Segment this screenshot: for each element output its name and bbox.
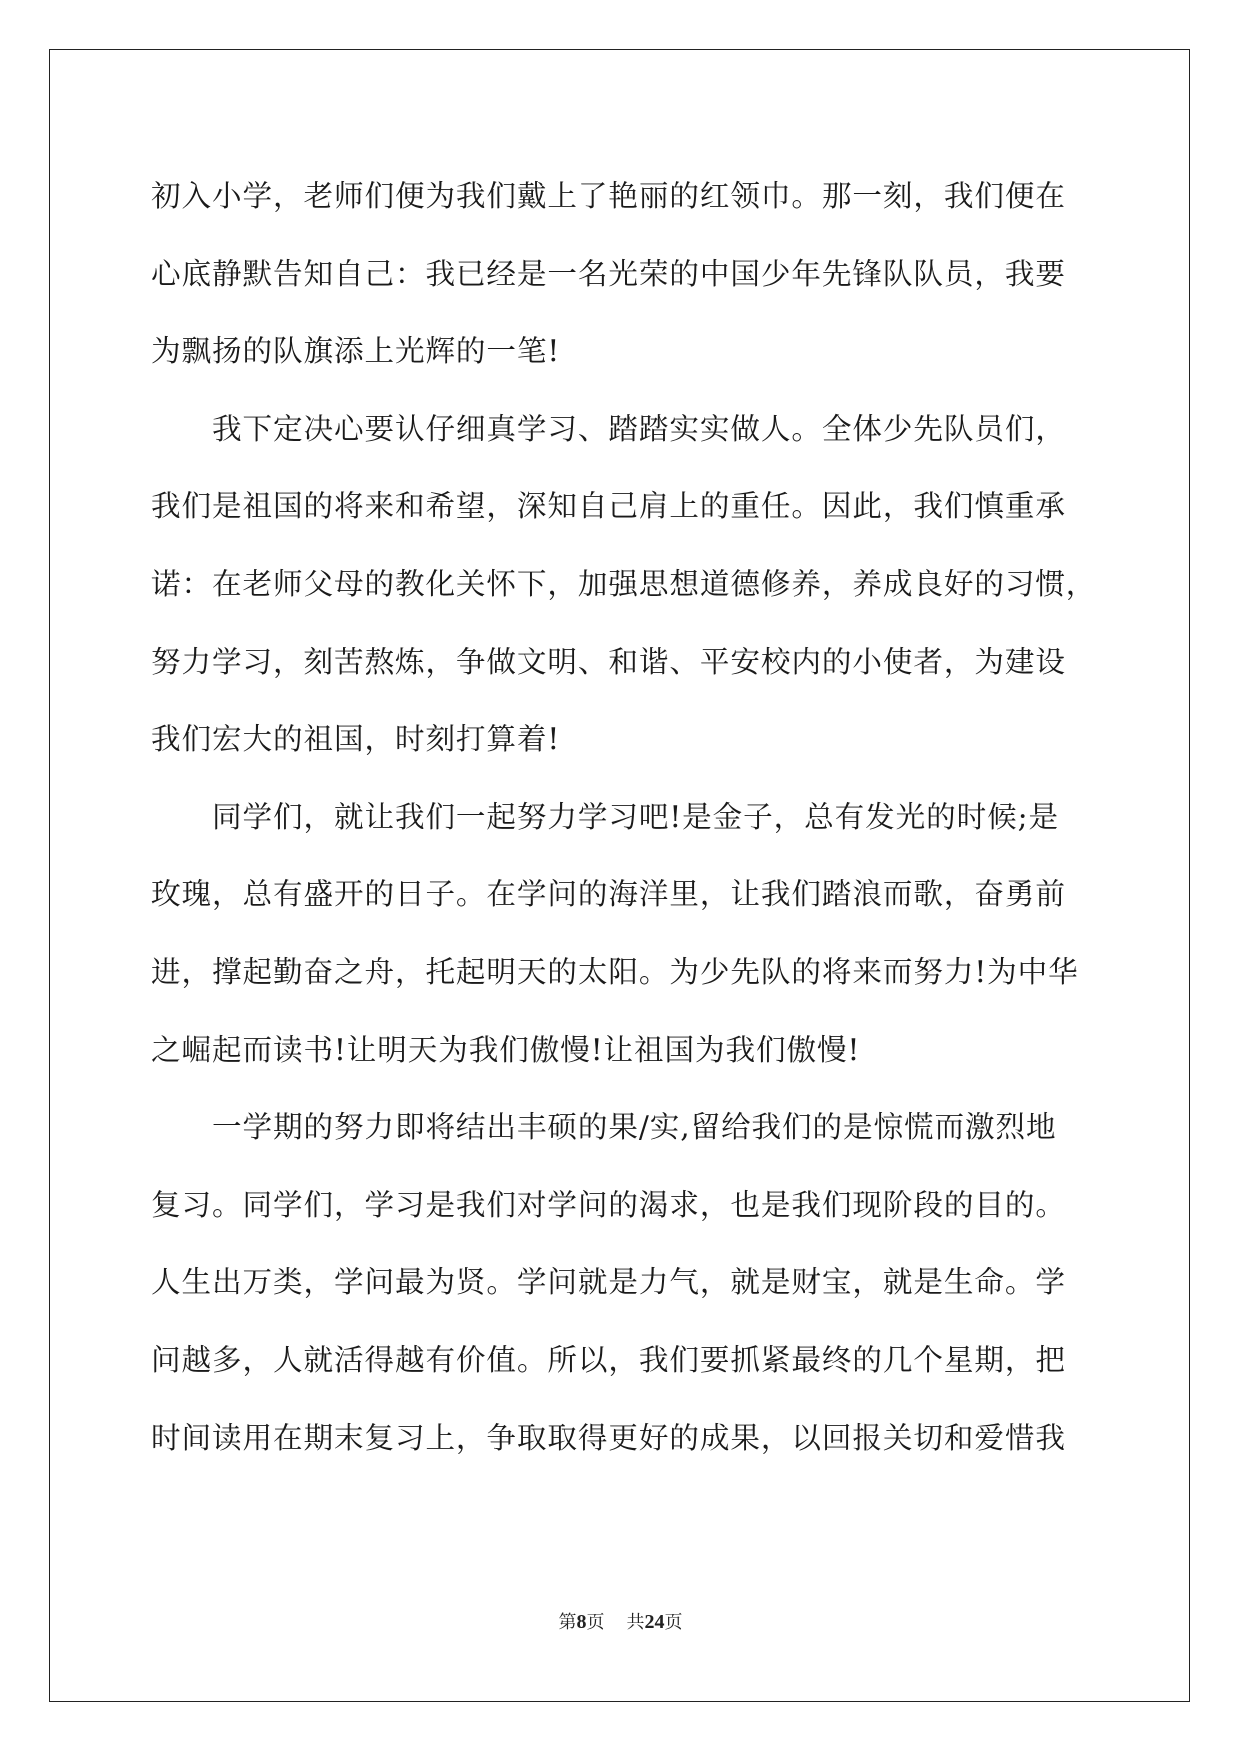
document-body <box>151 158 1097 1477</box>
text-line: 为飘扬的队旗添上光辉的一笔! <box>151 334 561 369</box>
text-line: 努力学习，刻苦熬炼，争做文明、和谐、平安校内的小使者，为建设 <box>151 644 1066 679</box>
text-line: 我下定决心要认仔细真学习、踏踏实实做人。全体少先队员们， <box>151 411 1066 446</box>
text-line: 初入小学，老师们便为我们戴上了艳丽的红领巾。那一刻，我们便在 <box>151 179 1066 213</box>
total-pages: 24 <box>644 1611 665 1633</box>
page-number: 8 <box>576 1611 587 1633</box>
text-line: 我们是祖国的将来和希望，深知自己肩上的重任。因此，我们慎重承 <box>151 489 1066 524</box>
page-suffix: 页 <box>586 1612 605 1633</box>
text-line: 诺：在老师父母的教化关怀下，加强思想道德修养，养成良好的习惯， <box>151 566 1097 601</box>
text-line: 我们宏大的祖国，时刻打算着! <box>151 722 561 757</box>
page-footer <box>0 1610 1241 1635</box>
text-line: 玫瑰，总有盛开的日子。在学问的海洋里，让我们踏浪而歌，奋勇前 <box>151 877 1066 912</box>
text-line: 同学们，就让我们一起努力学习吧!是金子，总有发光的时候;是 <box>151 799 1059 834</box>
text-line: 进，撑起勤奋之舟，托起明天的太阳。为少先队的将来而努力!为中华 <box>151 954 1079 989</box>
text-line: 一学期的努力即将结出丰硕的果/实,留给我们的是惊慌而激烈地 <box>151 1110 1057 1145</box>
total-prefix: 共 <box>626 1612 645 1633</box>
text-line: 心底静默告知自己：我已经是一名光荣的中国少年先锋队队员，我要 <box>151 256 1066 291</box>
text-line: 时间读用在期末复习上，争取取得更好的成果，以回报关切和爱惜我 <box>151 1420 1066 1455</box>
text-line: 人生出万类，学问最为贤。学问就是力气，就是财宝，就是生命。学 <box>151 1265 1066 1300</box>
page-prefix: 第 <box>558 1612 577 1633</box>
text-line: 之崛起而读书!让明天为我们傲慢!让祖国为我们傲慢! <box>151 1032 861 1067</box>
text-line: 复习。同学们，学习是我们对学问的渴求，也是我们现阶段的目的。 <box>151 1187 1066 1222</box>
text-line: 问越多，人就活得越有价值。所以，我们要抓紧最终的几个星期，把 <box>151 1342 1066 1377</box>
total-suffix: 页 <box>664 1612 683 1633</box>
